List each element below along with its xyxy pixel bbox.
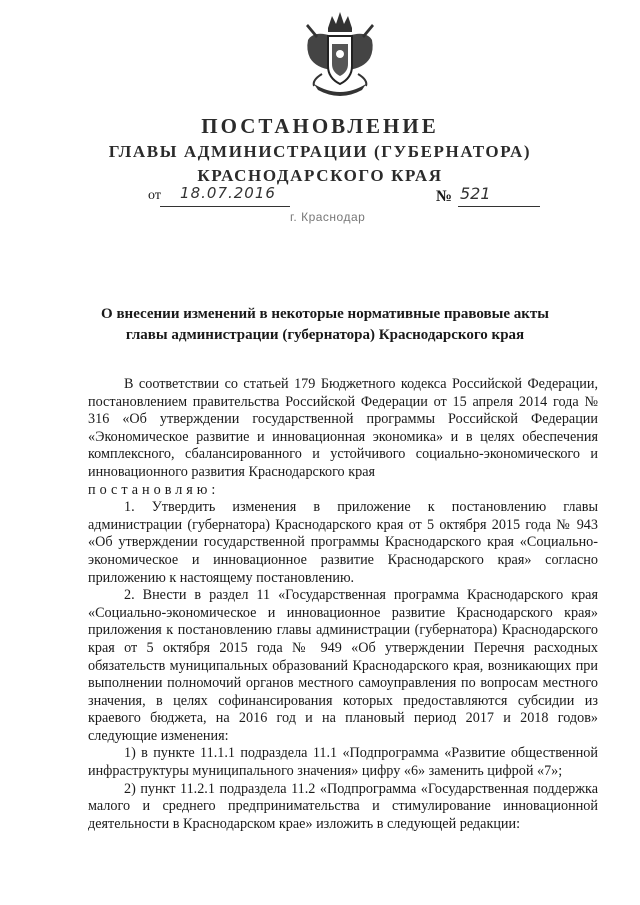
date-underline [160, 206, 290, 207]
item-1-paragraph: 1. Утвердить изменения в приложение к постановлению главы администрации (губернатора) Краснодарского края от 5 октября 2015 года № 943 «Об утверждении государственной программы Краснодарского края «Социально-экономическое и инновационное развитие Краснодарского края» согласно приложению к настоящему постановлению. [88, 499, 598, 586]
resolve-word: постановляю: [88, 481, 220, 498]
title-line-2: главы администрации (губернатора) Краснодарского края [125, 327, 525, 343]
item-2-1-paragraph: 1) в пункте 11.1.1 подраздела 11.1 «Подпрограмма «Развитие общественной инфраструктуры муниципального значения» цифру «6» заменить цифрой «7»; [88, 745, 598, 780]
document-body [88, 376, 598, 833]
document-type-heading: ПОСТАНОВЛЕНИЕ [201, 114, 439, 138]
city-label: г. Краснодар [290, 210, 366, 224]
item-2-2-paragraph: 2) пункт 11.2.1 подраздела 11.2 «Подпрограмма «Государственная поддержка малого и среднего предпринимательства и стимулирование инновационной деятельности в Краснодарском крае» изложить в следующей редакции: [88, 780, 598, 832]
coat-of-arms-emblem [302, 10, 378, 102]
document-title [100, 304, 550, 346]
number-label: № [436, 188, 453, 205]
date-value: 18.07.2016 [180, 184, 276, 202]
item-2-paragraph: 2. Внести в раздел 11 «Государственная программа Краснодарского края «Социально-экономическое и инновационное развитие Краснодарского края» приложения к постановлению главы администрации (губернатора) Краснодарского края от 5 октября 2015 года № 949 «Об утверждении Перечня расходных обязательств муниципальных образований Краснодарского края, возникающих при выполнении полномочий органов местного самоуправления по вопросам местного значения, в целях софинансирования которых предоставляются субсидии из краевого бюджета, на 2016 год и на плановый период 2017 и 2018 годов» следующие изменения: [88, 587, 598, 744]
number-value: 521 [460, 184, 491, 203]
number-underline [458, 206, 540, 207]
issuer-line-2: КРАСНОДАРСКОГО КРАЯ [197, 166, 443, 185]
date-label: от [148, 188, 161, 203]
preamble-paragraph: В соответствии со статьей 179 Бюджетного кодекса Российской Федерации, постановлением правительства Российской Федерации от 15 апреля 2014 года № 316 «Об утверждении государственной программы Российской Федерации «Экономическое развитие и инновационная экономика» и в целях обеспечения комплексного, сбалансированного и устойчивого социально-экономического и инновационного развития Краснодарского края [88, 376, 598, 480]
title-line-1: О внесении изменений в некоторые нормативные правовые акты [101, 306, 549, 322]
issuer-line-1: ГЛАВЫ АДМИНИСТРАЦИИ (ГУБЕРНАТОРА) [108, 142, 532, 161]
